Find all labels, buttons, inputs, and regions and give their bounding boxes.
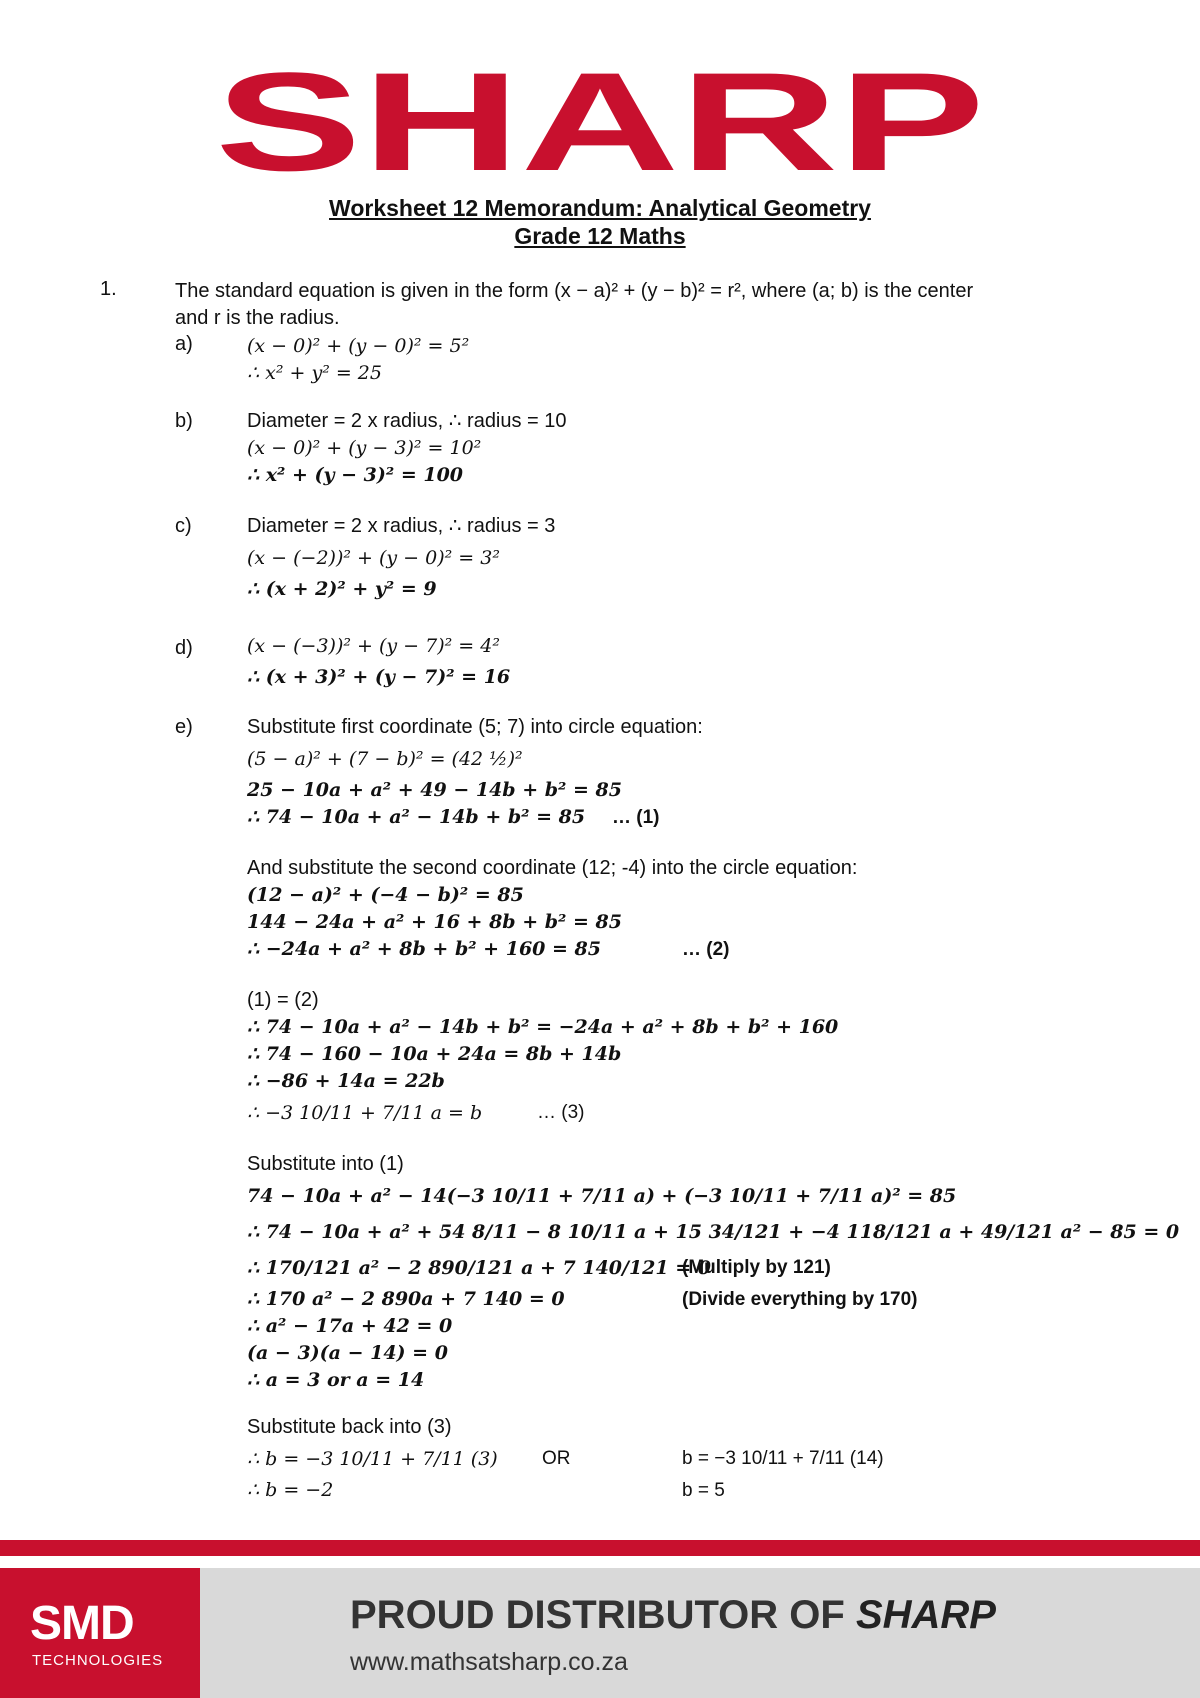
- footer-divider: [0, 1540, 1200, 1556]
- part-d-label: d): [175, 637, 193, 659]
- part-e-eq-6-text: ∴ −24a + a² + 8b + b² + 160 = 85: [247, 938, 601, 960]
- part-e-eq-19b: b = 5: [682, 1480, 725, 1501]
- smd-logo: [0, 1568, 200, 1698]
- part-e-eq-3: [247, 804, 1147, 831]
- part-d: [247, 628, 1147, 691]
- part-b-label: b): [175, 410, 193, 432]
- part-c-label: c): [175, 515, 192, 537]
- part-e-eq-2: 25 − 10a + a² + 49 − 14b + b² = 85: [247, 779, 622, 801]
- part-c-text: Diameter = 2 x radius, ∴ radius = 3: [247, 515, 556, 537]
- tag-1: … (1): [612, 807, 660, 828]
- part-c-eq-1: (x − (−2))² + (y − 0)² = 3²: [247, 547, 500, 569]
- part-e-eq-13-text: ∴ 170/121 a² − 2 890/121 a + 7 140/121 = 0: [247, 1257, 711, 1279]
- part-a: [247, 333, 1147, 387]
- note-multiply: (Multiply by 121): [682, 1257, 831, 1278]
- intro-line-1: The standard equation is given in the form (x − a)² + (y − b)² = r², where (a; b) is the center: [175, 280, 974, 302]
- part-e-eq-8: ∴ 74 − 160 − 10a + 24a = 8b + 14b: [247, 1043, 622, 1065]
- or-label: OR: [542, 1448, 571, 1469]
- part-e-eq-15: ∴ a² − 17a + 42 = 0: [247, 1315, 453, 1337]
- proud-distributor: [350, 1593, 996, 1638]
- note-divide: (Divide everything by 170): [682, 1289, 918, 1310]
- proud-brand: SHARP: [855, 1593, 996, 1637]
- part-e-eq-3-text: ∴ 74 − 10a + a² − 14b + b² = 85: [247, 806, 586, 828]
- part-e-step-1: Substitute first coordinate (5; 7) into circle equation:: [247, 716, 703, 738]
- smd-logo-text: SMD: [30, 1597, 134, 1650]
- part-e-step-5: Substitute back into (3): [247, 1416, 452, 1438]
- footer-url[interactable]: www.mathsatsharp.co.za: [350, 1648, 628, 1676]
- question-intro: [175, 278, 1125, 332]
- part-e-eq-18: [247, 1441, 1147, 1477]
- intro-line-2: and r is the radius.: [175, 307, 340, 329]
- part-e-eq-6: [247, 936, 1147, 963]
- svg-text:SHARP: SHARP: [215, 70, 985, 180]
- part-b: [247, 408, 1147, 489]
- proud-text: PROUD DISTRIBUTOR OF: [350, 1593, 845, 1637]
- part-a-label: a): [175, 333, 193, 355]
- sharp-logo: [200, 70, 1000, 180]
- part-b-eq-1: (x − 0)² + (y − 3)² = 10²: [247, 437, 482, 459]
- part-e-eq-17: ∴ a = 3 or a = 14: [247, 1369, 425, 1391]
- part-e-step-2: And substitute the second coordinate (12; -4) into the circle equation:: [247, 857, 858, 879]
- part-e-eq-11: 74 − 10a + a² − 14(−3 10/11 + 7/11 a) + (−3 10/11 + 7/11 a)² = 85: [247, 1185, 957, 1207]
- page-subtitle: Grade 12 Maths: [514, 223, 686, 249]
- part-e-eq-14-text: ∴ 170 a² − 2 890a + 7 140 = 0: [247, 1288, 565, 1310]
- part-e-eq-9: ∴ −86 + 14a = 22b: [247, 1070, 445, 1092]
- part-e-eq-19-text: ∴ b = −2: [247, 1479, 334, 1501]
- part-a-eq-1: (x − 0)² + (y − 0)² = 5²: [247, 335, 470, 357]
- part-e-eq-10-text: ∴ −3 10/11 + 7/11 a = b: [247, 1102, 483, 1124]
- part-e-eq-14: [247, 1286, 1147, 1313]
- part-e-eq-5: 144 − 24a + a² + 16 + 8b + b² = 85: [247, 911, 622, 933]
- part-a-eq-2: ∴ x² + y² = 25: [247, 362, 382, 384]
- part-e-eq-1: (5 − a)² + (7 − b)² = (42 ½)²: [247, 748, 523, 770]
- part-e-step-4: Substitute into (1): [247, 1153, 404, 1175]
- part-e-label: e): [175, 716, 193, 738]
- part-e-eq-18b: b = −3 10/11 + 7/11 (14): [682, 1448, 884, 1469]
- part-d-eq-1: (x − (−3))² + (y − 7)² = 4²: [247, 635, 500, 657]
- tag-3: … (3): [537, 1102, 585, 1123]
- question-number: 1.: [100, 278, 117, 300]
- part-b-eq-2: ∴ x² + (y − 3)² = 100: [247, 464, 464, 486]
- part-e: [247, 714, 1180, 1504]
- part-c-eq-2: ∴ (x + 2)² + y² = 9: [247, 578, 437, 600]
- part-e-eq-19: [247, 1477, 1147, 1504]
- part-e-eq-10: [247, 1095, 1147, 1131]
- tag-2: … (2): [682, 939, 730, 960]
- part-e-eq-13: [247, 1250, 1147, 1286]
- part-b-text: Diameter = 2 x radius, ∴ radius = 10: [247, 410, 567, 432]
- part-c: [247, 513, 1147, 603]
- part-e-eq-12: ∴ 74 − 10a + a² + 54 8/11 − 8 10/11 a + 15 34/121 + −4 118/121 a + 49/121 a² − 85 = 0: [247, 1221, 1180, 1243]
- part-e-eq-4: (12 − a)² + (−4 − b)² = 85: [247, 884, 524, 906]
- part-e-eq-16: (a − 3)(a − 14) = 0: [247, 1342, 448, 1364]
- smd-logo-subtext: TECHNOLOGIES: [32, 1652, 164, 1669]
- part-e-step-3: (1) = (2): [247, 989, 319, 1011]
- page-title: Worksheet 12 Memorandum: Analytical Geometry: [329, 195, 871, 221]
- part-e-eq-7: ∴ 74 − 10a + a² − 14b + b² = −24a + a² + 8b + b² + 160: [247, 1016, 839, 1038]
- part-d-eq-2: ∴ (x + 3)² + (y − 7)² = 16: [247, 666, 511, 688]
- part-e-eq-18-text: ∴ b = −3 10/11 + 7/11 (3): [247, 1448, 498, 1470]
- footer-banner: [0, 1568, 1200, 1698]
